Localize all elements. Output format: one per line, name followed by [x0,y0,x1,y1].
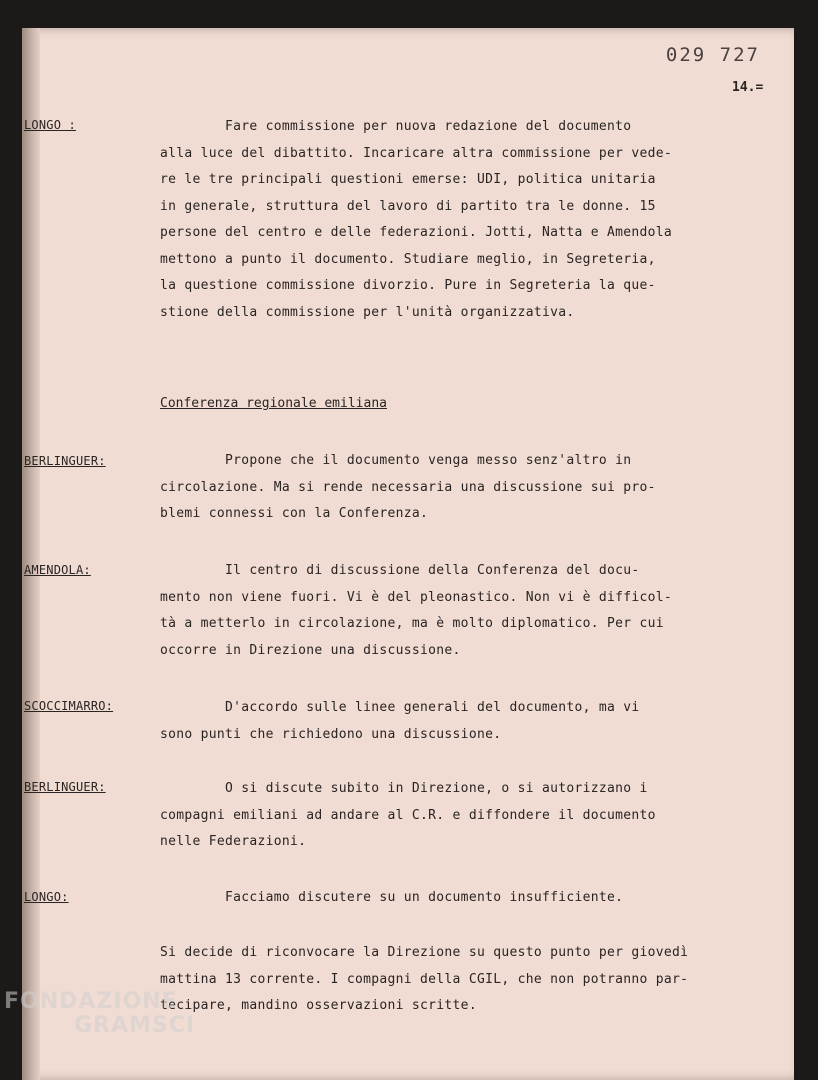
paragraph-berlinguer-1 [160,448,770,528]
paragraph-berlinguer-2 [160,776,770,856]
section-heading: Conferenza regionale emiliana [160,396,387,411]
text-line: nelle Federazioni. [160,834,307,849]
text-line: Fare commissione per nuova redazione del documento [160,119,632,134]
text-line: tecipare, mandino osservazioni scritte. [160,998,477,1013]
page-binding-edge [22,28,40,1080]
paragraph-longo-1 [160,114,770,326]
text-line: re le tre principali questioni emerse: UDI, politica unitaria [160,172,656,187]
text-line: tà a metterlo in circolazione, ma è molto diplomatico. Per cui [160,616,664,631]
text-line: mento non viene fuori. Vi è del pleonastico. Non vi è difficol- [160,589,672,605]
text-line: mattina 13 corrente. I compagni della CGIL, che non potranno par- [160,971,689,987]
text-line: persone del centro e delle federazioni. Jotti, Natta e Amendola [160,225,672,240]
speaker-label: LONGO : [24,118,76,132]
text-line: in generale, struttura del lavoro di partito tra le donne. 15 [160,198,656,214]
page-number: 14.= [732,80,764,95]
text-line: mettono a punto il documento. Studiare meglio, in Segreteria, [160,251,656,267]
paragraph-amendola [160,558,770,664]
text-line: Propone che il documento venga messo senz'altro in [160,453,632,468]
text-line: circolazione. Ma si rende necessaria una discussione sui pro- [160,479,656,495]
speaker-label: AMENDOLA: [24,563,91,577]
fondazione-gramsci-watermark [4,990,195,1038]
text-line: compagni emiliani ad andare al C.R. e diffondere il documento [160,807,656,823]
speaker-label: SCOCCIMARRO: [24,699,114,713]
text-line: Facciamo discutere su un documento insufficiente. [160,890,624,905]
watermark-line-1: FONDAZIONE [4,989,178,1014]
text-line: Il centro di discussione della Conferenza del docu- [160,563,640,578]
closing-paragraph [160,940,770,1020]
text-line: sono punti che richiedono una discussione. [160,726,502,742]
archive-stamp: 029 727 [665,44,760,66]
text-line: alla luce del dibattito. Incaricare altra commissione per vede- [160,145,672,161]
watermark-line-2: GRAMSCI [74,1013,196,1038]
text-line: Si decide di riconvocare la Direzione su questo punto per giovedì [160,945,689,960]
text-line: occorre in Direzione una discussione. [160,642,461,658]
speaker-label: LONGO: [24,890,69,904]
paragraph-scoccimarro [160,695,770,748]
text-line: D'accordo sulle linee generali del documento, ma vi [160,700,640,715]
text-line: O si discute subito in Direzione, o si autorizzano i [160,781,648,796]
text-line: stione della commissione per l'unità organizzativa. [160,304,575,320]
text-line: blemi connessi con la Conferenza. [160,506,429,521]
speaker-label: BERLINGUER: [24,780,106,794]
paragraph-longo-2 [160,885,770,912]
text-line: la questione commissione divorzio. Pure in Segreteria la que- [160,278,656,293]
speaker-label: BERLINGUER: [24,454,106,468]
